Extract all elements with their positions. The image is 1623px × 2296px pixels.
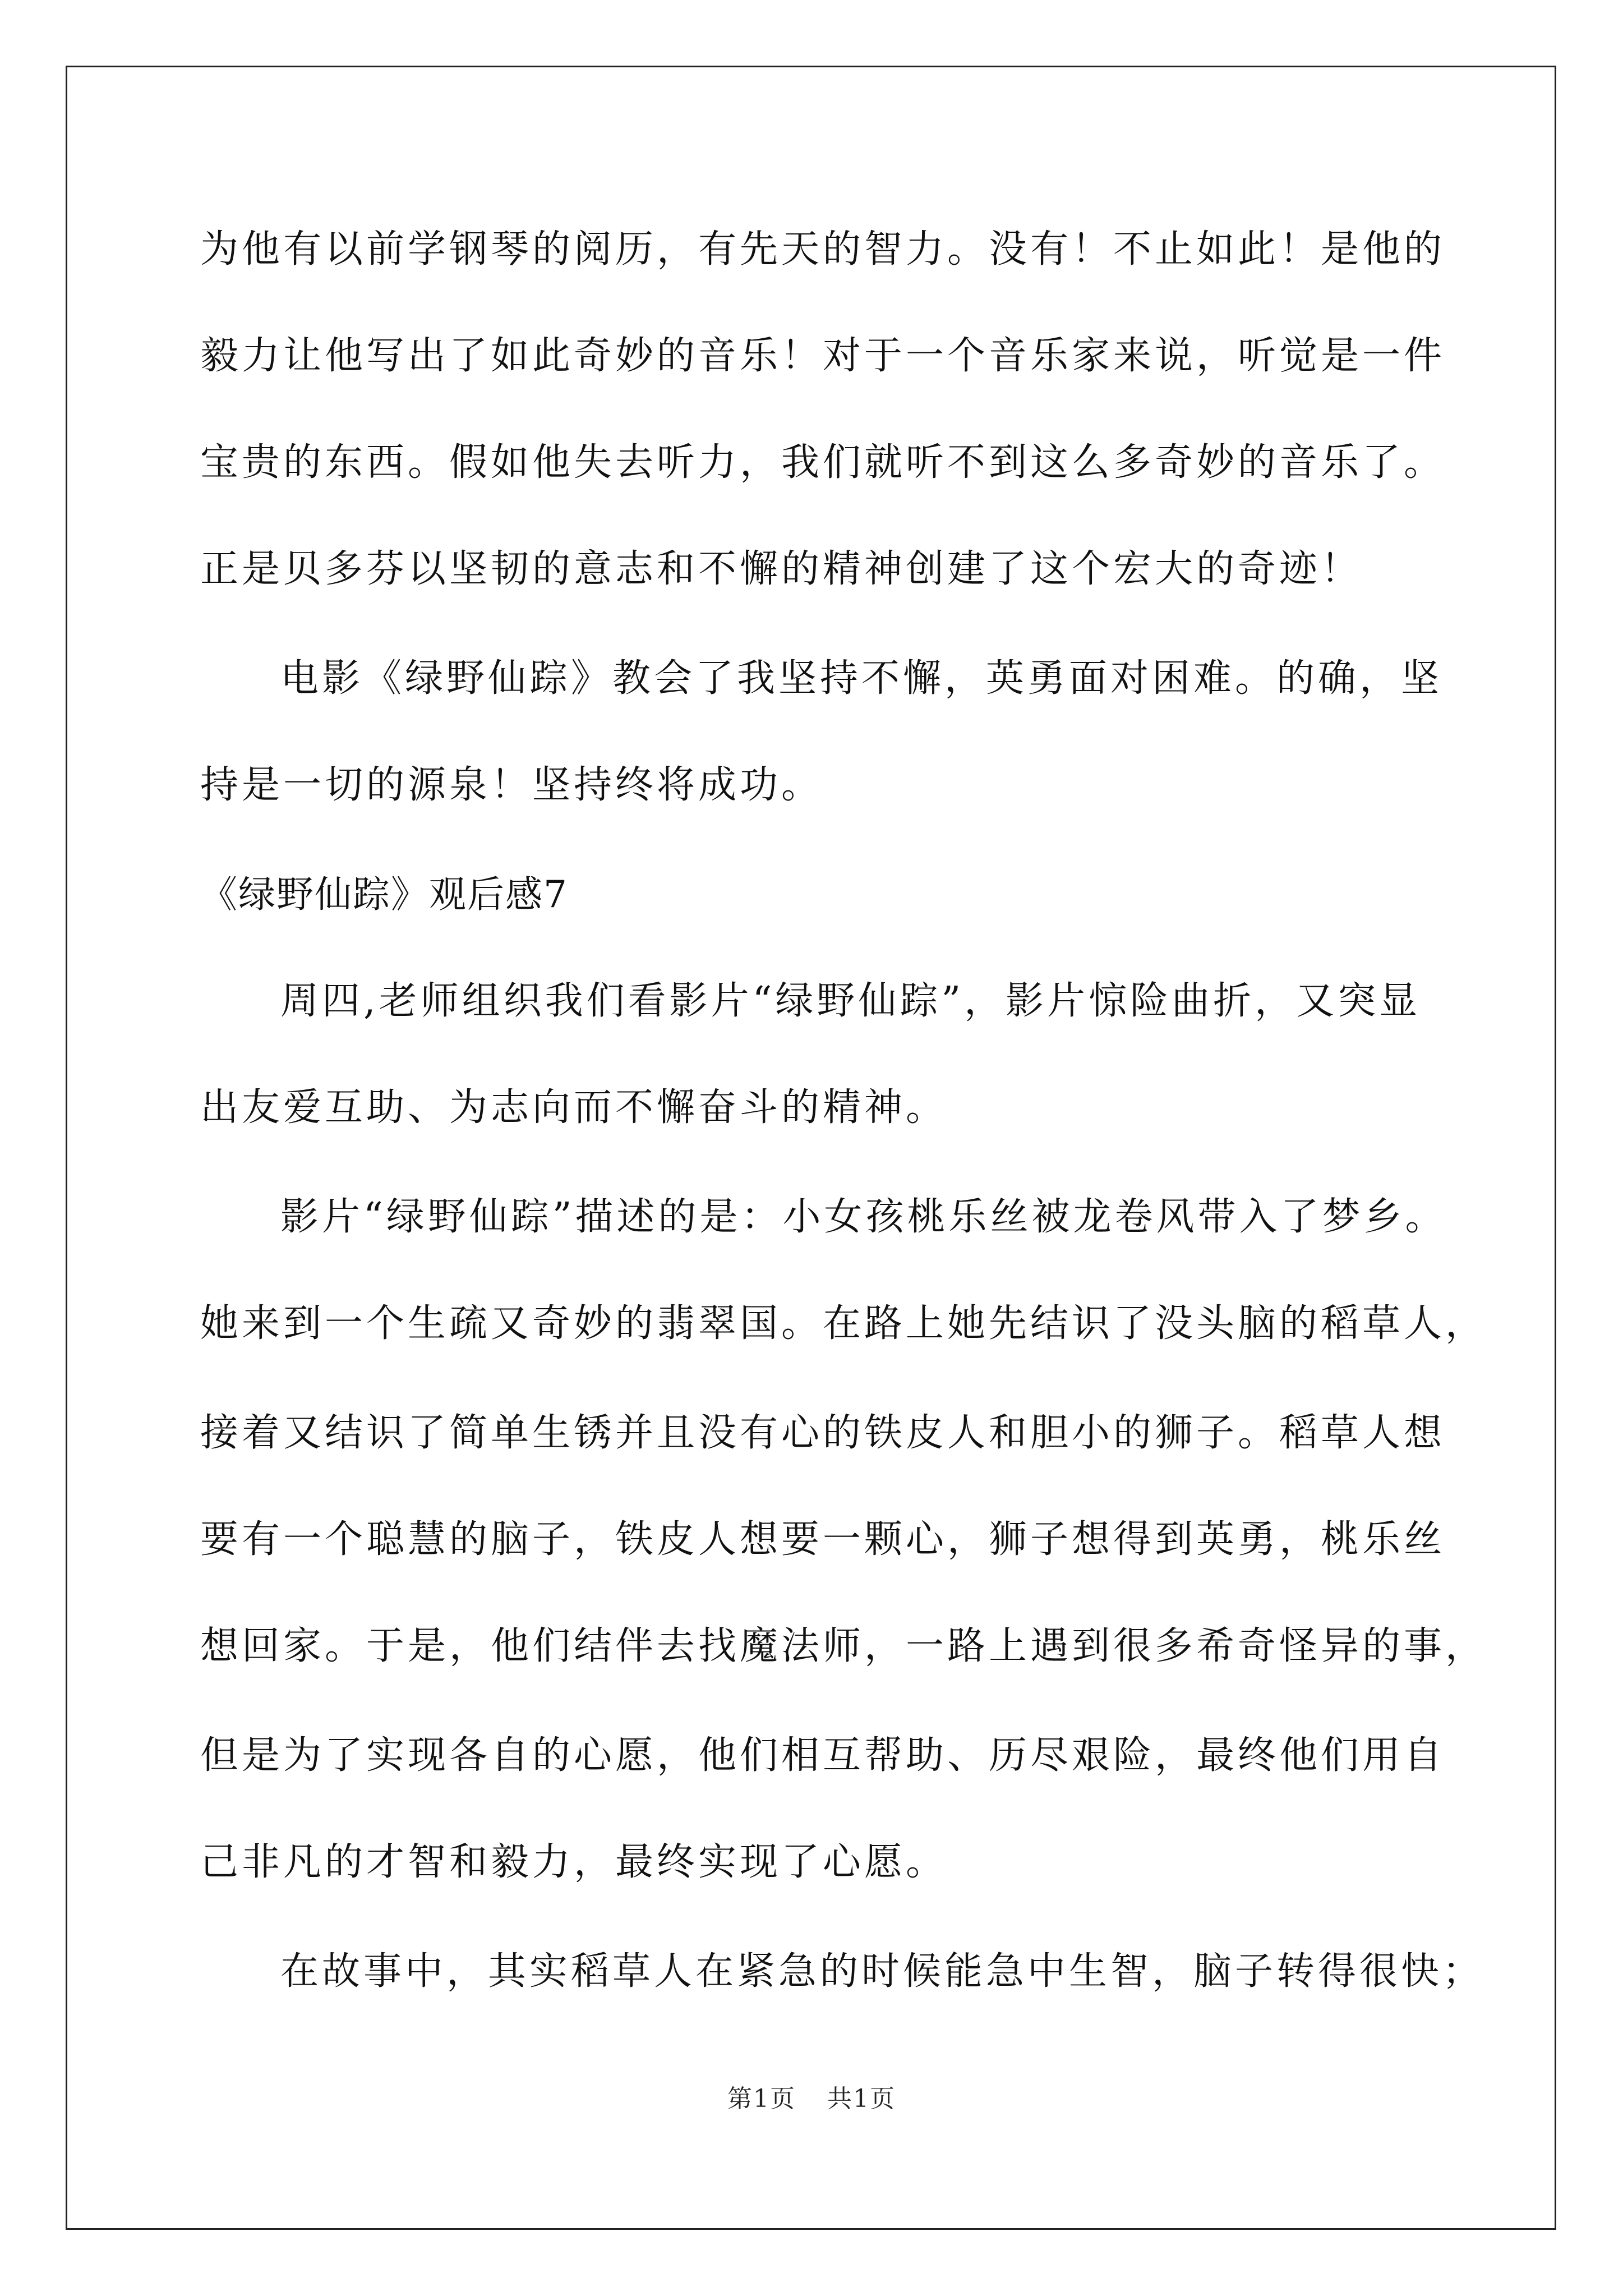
page-border [66,66,1556,2230]
page-number: 第1页 [727,2085,796,2113]
text-line: 毅力让他写出了如此奇妙的音乐！对于一个音乐家来说，听觉是一件 [200,334,1446,378]
text-line: 影片“绿野仙踪”描述的是：小女孩桃乐丝被龙卷风带入了梦乡。 [280,1195,1447,1239]
section-heading: 《绿野仙踪》观后感7 [200,873,568,916]
text-line: 正是贝多芬以坚韧的意志和不懈的精神创建了这个宏大的奇迹！ [200,547,1363,591]
text-line: 接着又结识了简单生锈并且没有心的铁皮人和胆小的狮子。稻草人想 [200,1411,1446,1455]
text-line: 出友爱互助、为志向而不懈奋斗的精神。 [200,1085,948,1130]
text-line: 持是一切的源泉！坚持终将成功。 [200,763,823,807]
text-line: 为他有以前学钢琴的阅历，有先天的智力。没有！不止如此！是他的 [200,227,1446,272]
text-line: 在故事中，其实稻草人在紧急的时候能急中生智，脑子转得很快； [280,1949,1484,1994]
text-line: 想回家。于是，他们结伴去找魔法师，一路上遇到很多希奇怪异的事， [200,1624,1487,1668]
text-line: 己非凡的才智和毅力，最终实现了心愿。 [200,1840,948,1884]
page-total: 共1页 [827,2085,896,2113]
text-line: 周四,老师组织我们看影片“绿野仙踪”，影片惊险曲折，又突显 [280,979,1421,1023]
page-footer [0,2082,1623,2116]
text-line: 电影《绿野仙踪》教会了我坚持不懈，英勇面对困难。的确，坚 [280,656,1443,701]
text-line: 要有一个聪慧的脑子，铁皮人想要一颗心，狮子想得到英勇，桃乐丝 [200,1517,1446,1562]
text-line: 但是为了实现各自的心愿，他们相互帮助、历尽艰险，最终他们用自 [200,1733,1446,1778]
text-line: 她来到一个生疏又奇妙的翡翠国。在路上她先结识了没头脑的稻草人， [200,1301,1487,1346]
text-line: 宝贵的东西。假如他失去听力，我们就听不到这么多奇妙的音乐了。 [200,440,1446,485]
